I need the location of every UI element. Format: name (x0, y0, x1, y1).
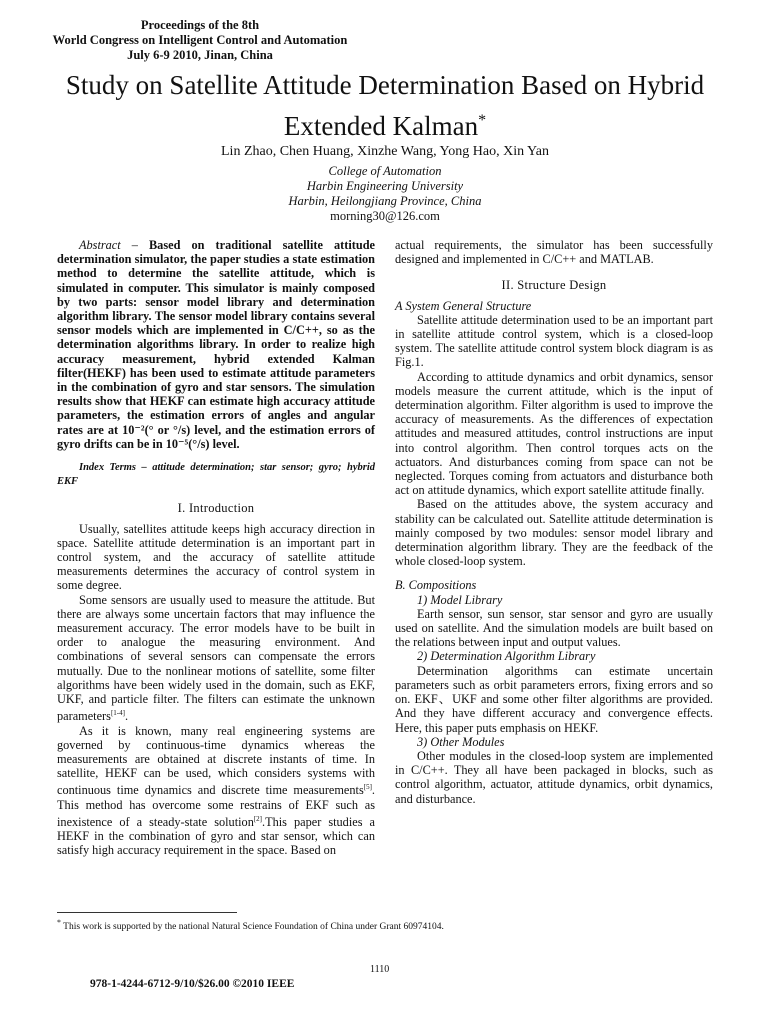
structure-paragraph-2: According to attitude dynamics and orbit dynamics, sensor models measure the current attitude, which is the input of determination algorithm. Filter algorithm is used to improve the accuracy of measurements. As the differences of expectation attitudes and measured attitudes, control instructions are input into control algorithm. Then control torques acts on the actuators. And disturbances coming from space can not be neglected. Torques coming from actuators and disturbance both act on attitude dynamics, which export satellite attitude finally. (395, 369, 713, 498)
intro-p2-end: . (124, 709, 129, 724)
abstract-label: Abstract – (79, 238, 138, 252)
title-footnote-mark: * (478, 112, 487, 129)
proceedings-line-1: Proceedings of the 8th (140, 18, 260, 32)
left-column (57, 238, 375, 858)
intro-paragraph-3 (57, 724, 375, 858)
footnote-text: This work is supported by the national Natural Science Foundation of China under Grant 60974104. (63, 922, 444, 933)
paper-title (30, 68, 740, 144)
proceedings-line-2: World Congress on Intelligent Control and Automation (52, 33, 348, 47)
algorithm-library-paragraph: Determination algorithms can estimate uncertain parameters such as orbit parameters errors, fixing errors and so on. EKF、UKF and some other filter algorithms are provided. And they have different accuracy and convergence effects. Here, this paper puts emphasis on HEKF. (395, 663, 713, 735)
isbn-copyright: 978-1-4244-6712-9/10/$26.00 ©2010 IEEE (90, 978, 295, 990)
index-terms: Index Terms – attitude determination; star sensor; gyro; hybrid EKF (57, 462, 375, 488)
intro-paragraph-2 (57, 593, 375, 724)
intro-p3b: . This method has overcome some restrains of EKF such as inexistence of a steady-state solution (57, 783, 375, 829)
algorithm-library-heading: 2) Determination Algorithm Library (417, 649, 596, 664)
intro-p2-text: Some sensors are usually used to measure the attitude. But there are always some uncertain factors that may influence the measurement accuracy. The error models have to be built in order to analogue the measuring environment. And combinations of several sensors can compensate the errors mutually. Due to the nonlinear motions of satellite, some filter algorithms have been widely used in the domain, such as EKF, UKF, and particle filter. The filters can estimate the unknown parameters (57, 592, 375, 724)
page-number: 1110 (370, 964, 390, 975)
structure-paragraph-3: Based on the attitudes above, the system accuracy and stability can be calculated out. Satellite attitude determination is mainly composed by two modules: sensor model library and determination algorithm library. They are the feedback of the whole closed-loop system. (395, 497, 713, 569)
model-library-heading: 1) Model Library (417, 592, 503, 607)
title-line-2: Extended Kalman (283, 111, 479, 141)
subsection-a-heading: A System General Structure (395, 298, 532, 313)
citation-2: [2] (253, 814, 263, 823)
abstract-text: Based on traditional satellite attitude determination simulator, the paper studies a state estimation method to determine the satellite attitude, which is simulated in computer. This simulator is mainly composed by two parts: sensor model library and determination algorithm library. The sensor model library contains several sensor models which are implemented in C/C++, so as the determination algorithms library. In order to realize high accuracy measurement, hybrid extended Kalman filter(HEKF) has been used to estimate attitude parameters in the combination of gyro and star sensors. The simulation results show that HEKF can estimate high accuracy attitude parameters, the estimation errors of angles and angular rates are at 10⁻²(° or °/s) level, and the estimation errors of gyro drifts can be in 10⁻⁵(°/s) level. (57, 238, 375, 451)
author-email[interactable]: morning30@126.com (330, 209, 440, 223)
intro-paragraph-1: Usually, satellites attitude keeps high accuracy direction in space. Satellite attitude determination is an important part in control system, and the accuracy of satellite attitude measurements determines the accuracy of control system in some degree. (57, 521, 375, 593)
structure-paragraph-1: Satellite attitude determination used to be an important part in satellite attitude control system, which is a closed-loop system. The satellite attitude control system block diagram is as Fig.1. (395, 312, 713, 370)
title-line-1: Study on Satellite Attitude Determination Based on Hybrid (65, 70, 705, 100)
affiliation-university: Harbin Engineering University (306, 179, 464, 193)
affiliation-dept: College of Automation (328, 164, 442, 178)
intro-p3c: .This paper studies a HEKF in the combination of gyro and star sensor, which can satisfy high accuracy requirement in the space. Based on (57, 815, 375, 858)
section-structure-heading: II. Structure Design (501, 278, 607, 293)
intro-p3a: As it is known, many real engineering systems are governed by continuous-time dynamics whereas the measurements are obtained at discrete instants of time. In satellite, HEKF can be used, which considers systems with continuous time dynamics and discrete time measurements (57, 723, 375, 798)
other-modules-heading: 3) Other Modules (417, 734, 505, 749)
subsection-b-heading: B. Compositions (395, 578, 477, 593)
other-modules-paragraph: Other modules in the closed-loop system are implemented in C/C++. They all have been packaged in blocks, such as control algorithm, actuator, attitude dynamics, orbit dynamics, and disturbance. (395, 748, 713, 806)
right-column (395, 238, 713, 806)
affiliation (30, 164, 740, 224)
proceedings-header (40, 18, 360, 63)
affiliation-city: Harbin, Heilongjiang Province, China (288, 194, 482, 208)
footnote (57, 918, 707, 932)
section-introduction-heading: I. Introduction (177, 501, 255, 516)
citation-5: [5] (363, 783, 372, 792)
author-list: Lin Zhao, Chen Huang, Xinzhe Wang, Yong Hao, Xin Yan (221, 144, 549, 159)
citation-1-4: [1-4] (110, 709, 125, 718)
model-library-paragraph: Earth sensor, sun sensor, star sensor and gyro are usually used on satellite. And the simulation models are built based on the relations between input and output values. (395, 606, 713, 650)
abstract (57, 238, 375, 451)
intro-continuation: actual requirements, the simulator has been successfully designed and implemented in C/C++ and MATLAB. (395, 238, 713, 267)
footnote-mark: * (57, 918, 61, 927)
proceedings-line-3: July 6-9 2010, Jinan, China (127, 48, 273, 62)
footnote-divider (57, 912, 237, 913)
